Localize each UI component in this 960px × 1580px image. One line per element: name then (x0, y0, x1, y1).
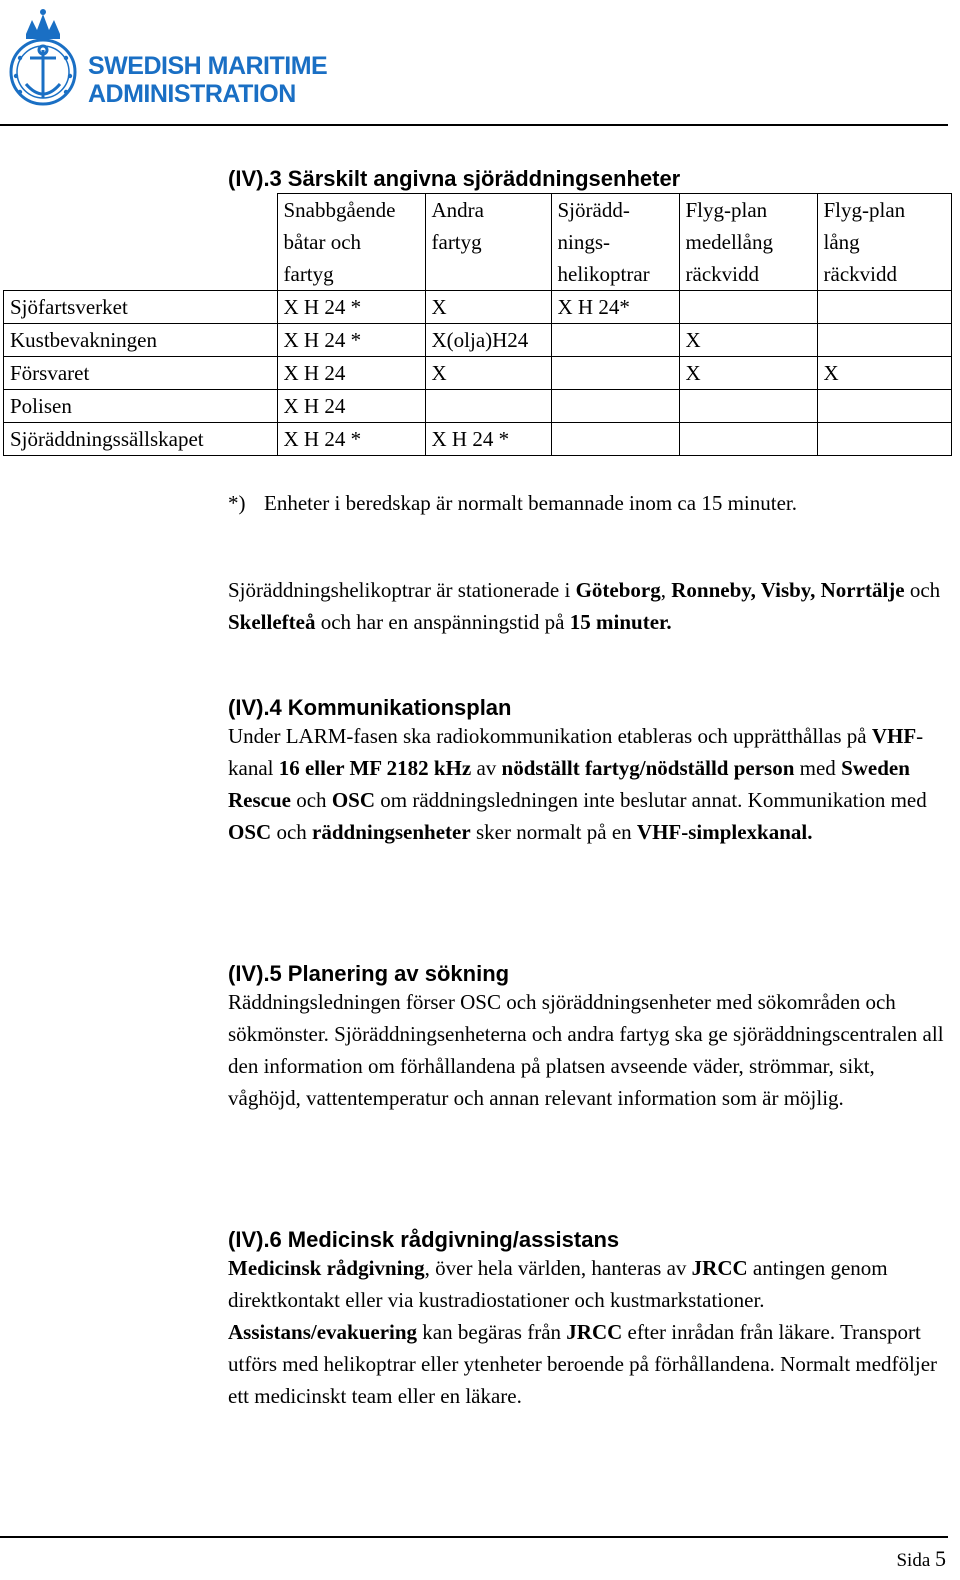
column-header: Flyg-plan lång räckvidd (817, 194, 951, 291)
section-heading-iv4 (228, 695, 511, 721)
agency-name-line2: ADMINISTRATION (88, 80, 296, 108)
table-cell: X H 24 * (277, 423, 425, 456)
table-cell (817, 390, 951, 423)
table-cell (425, 390, 551, 423)
communication-paragraph: Under LARM-fasen ska radiokommunikation etableras och upprätthållas på VHF-kanal 16 eller MF 2182 kHz av nödställt fartyg/nödställd person med Sweden Rescue och OSC om räddningsledningen inte beslutar annat. Kommunikation med OSC och räddningsenheter sker normalt på en VHF-simplexkanal. (228, 724, 927, 844)
table-cell (551, 357, 679, 390)
table-cell: X H 24 (277, 357, 425, 390)
table-cell: X H 24 * (277, 324, 425, 357)
table-row (4, 357, 952, 390)
table-cell (679, 291, 817, 324)
row-label: Sjöfartsverket (4, 291, 278, 324)
page-number (896, 1546, 946, 1572)
section-heading-iv3 (228, 166, 680, 192)
table-cell: X H 24 * (277, 291, 425, 324)
table-row (4, 324, 952, 357)
table-cell: X H 24* (551, 291, 679, 324)
page-label: Sida (896, 1550, 931, 1571)
column-header: Snabbgående båtar och fartyg (277, 194, 425, 291)
section-title: Särskilt angivna sjöräddningsenheter (287, 166, 681, 191)
table-cell: X (425, 357, 551, 390)
table-cell (679, 390, 817, 423)
row-label: Försvaret (4, 357, 278, 390)
rescue-units-table (3, 193, 952, 456)
search-planning-paragraph: Räddningsledningen förser OSC och sjöräddningsenheter med sökområden och sökmönster. Sjöräddningsenheterna och andra fartyg ska ge sjöräddningscentralen all den information om förhållandena på platsen avseende väder, strömmar, sikt, våghöjd, vattentemperatur och annan relevant information som är möjlig. (228, 990, 944, 1110)
footnote-text: Enheter i beredskap är normalt bemannade inom ca 15 minuter. (264, 491, 797, 515)
column-header: Andra fartyg (425, 194, 551, 291)
section-title: Planering av sökning (287, 961, 510, 986)
table-row (4, 291, 952, 324)
table-cell (817, 423, 951, 456)
section-number: (IV).5 (228, 961, 282, 986)
table-cell: X (817, 357, 951, 390)
table-cell (551, 390, 679, 423)
table-row (4, 390, 952, 423)
table-cell: X (679, 357, 817, 390)
section-number: (IV).4 (228, 695, 282, 720)
table-cell (817, 324, 951, 357)
table-header-row (4, 194, 952, 291)
table-cell (551, 324, 679, 357)
medical-advice-paragraph: Medicinsk rådgivning, över hela världen, hanteras av JRCC antingen genom direktkontakt eller via kustradiostationer och kustmarkstationer. Assistans/evakuering kan begäras från JRCC efter inrådan från läkare. Transport utförs med helikoptrar eller ytenheter beroende på förhållandena. Normalt medföljer ett medicinskt team eller en läkare. (228, 1256, 938, 1408)
anchor-crown-emblem-icon (6, 6, 80, 112)
row-label: Polisen (4, 390, 278, 423)
column-header: Sjörädd- nings- helikoptrar (551, 194, 679, 291)
helicopter-paragraph: Sjöräddningshelikoptrar är stationerade i Göteborg, Ronneby, Visby, Norrtälje och Skellefteå och har en anspänningstid på 15 minuter. (228, 578, 941, 634)
table-cell: X (679, 324, 817, 357)
section-heading-iv5 (228, 961, 509, 987)
row-label: Sjöräddningssällskapet (4, 423, 278, 456)
table-cell: X H 24 * (425, 423, 551, 456)
agency-name (88, 52, 327, 108)
section-title: Medicinsk rådgivning/assistans (287, 1227, 620, 1252)
table-cell (551, 423, 679, 456)
section-title: Kommunikationsplan (287, 695, 512, 720)
agency-logo (6, 6, 336, 112)
section-number: (IV).3 (228, 166, 282, 191)
section-heading-iv6 (228, 1227, 619, 1253)
page-number-value: 5 (935, 1546, 946, 1571)
table-row (4, 423, 952, 456)
table-corner-cell (4, 194, 278, 291)
table-cell (679, 423, 817, 456)
table-cell: X (425, 291, 551, 324)
section-number: (IV).6 (228, 1227, 282, 1252)
agency-name-line1: SWEDISH MARITIME (88, 52, 328, 80)
header-divider (0, 124, 948, 126)
table-footnote (228, 487, 797, 519)
column-header: Flyg-plan medellång räckvidd (679, 194, 817, 291)
row-label: Kustbevakningen (4, 324, 278, 357)
table-cell (817, 291, 951, 324)
table-cell: X H 24 (277, 390, 425, 423)
footer-divider (0, 1536, 948, 1538)
table-cell: X(olja)H24 (425, 324, 551, 357)
footnote-mark: *) (228, 491, 246, 515)
